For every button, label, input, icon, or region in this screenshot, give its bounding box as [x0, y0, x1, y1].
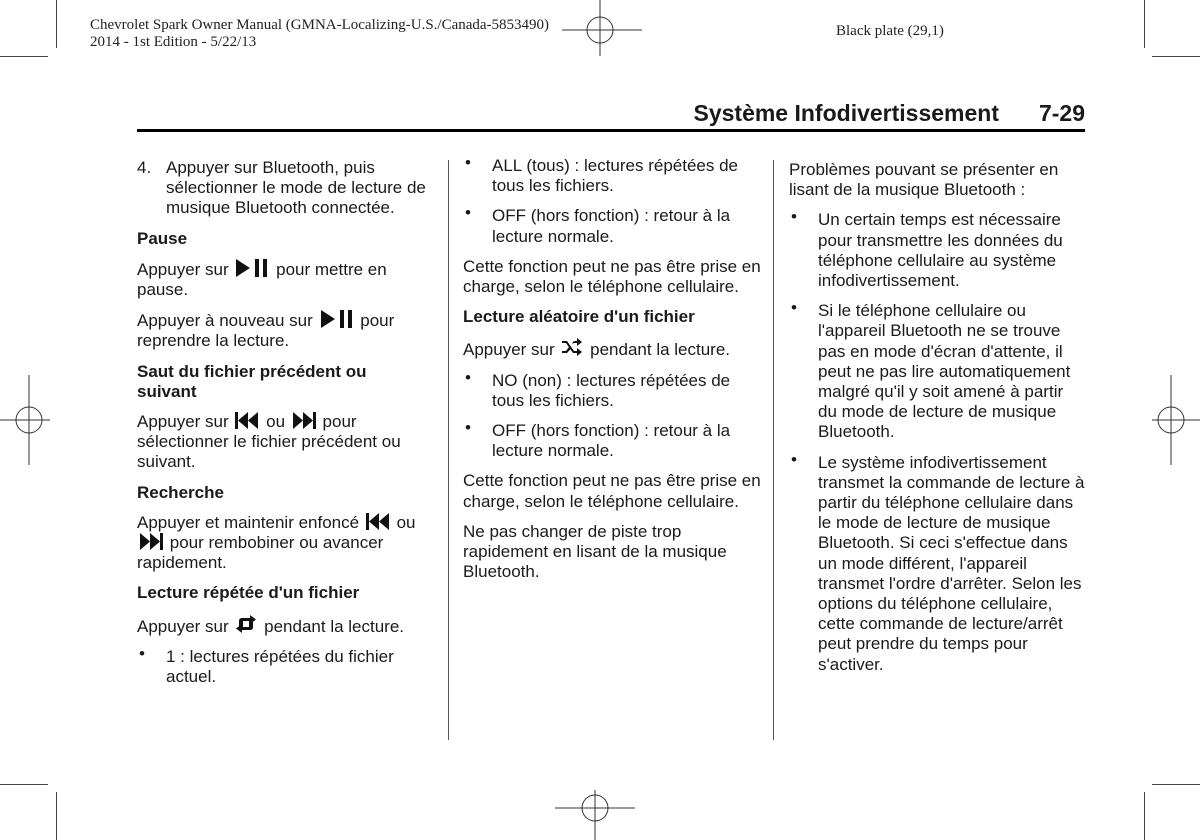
paragraph [463, 337, 763, 360]
repeat-heading: Lecture répétée d'un fichier [137, 583, 360, 603]
column-2 [463, 153, 763, 592]
bullet-item [137, 643, 427, 687]
repeat-icon [235, 614, 257, 634]
bullet-text: 1 : lectures répétées du fichier actuel. [166, 646, 394, 687]
bullet-icon: • [465, 367, 471, 387]
text-run: Appuyer et maintenir enfoncé [137, 512, 360, 532]
bullet-icon: • [791, 449, 797, 469]
text-run: Appuyer sur [137, 259, 229, 279]
numbered-step [137, 158, 427, 219]
bullet-item [463, 418, 763, 461]
paragraph [137, 259, 427, 300]
skip-heading: Saut du fichier précédent ou suivant [137, 361, 367, 401]
crop-mark [1152, 56, 1200, 57]
play-pause-icon [235, 259, 269, 277]
crop-mark [56, 0, 57, 48]
text-run: pour rembobiner ou avancer rapidement. [137, 533, 384, 573]
bullet-item [463, 367, 763, 411]
bullet-icon: • [465, 418, 471, 438]
paragraph [137, 412, 427, 473]
bullet-item [463, 153, 763, 196]
text-run: Appuyer sur [463, 340, 555, 360]
play-pause-icon [320, 310, 354, 328]
bullet-icon: • [139, 643, 145, 663]
skip-previous-icon [366, 513, 390, 530]
column-divider [773, 160, 774, 740]
step-text: Appuyer sur Bluetooth, puis sélectionner le mode de lecture de musique Bluetooth connectée. [166, 158, 426, 218]
pause-heading: Pause [137, 228, 188, 248]
paragraph [137, 310, 427, 351]
column-3 [789, 160, 1085, 685]
bullet-item [463, 203, 763, 246]
text-run: ou [266, 412, 286, 432]
paragraph: Problèmes pouvant se présenter en lisant de la musique Bluetooth : [789, 160, 1059, 200]
page-number: 7-29 [1038, 100, 1085, 126]
bullet-text: Si le téléphone cellulaire ou l'appareil Bluetooth ne se trouve pas en mode d'écran d'attente, il peut ne pas lire automatiquement malgré qu'il y soit amené à partir du mode de lecture de musique Bluetooth. [818, 301, 1071, 442]
text-run: Appuyer sur [137, 616, 229, 636]
column-divider [448, 160, 449, 740]
bullet-text: NO (non) : lectures répétées de tous les fichiers. [492, 370, 731, 410]
text-run: pendant la lecture. [590, 340, 731, 360]
bullet-item [789, 298, 1085, 442]
crop-mark [0, 784, 48, 785]
skip-next-icon [139, 533, 163, 550]
page-header [137, 97, 1085, 132]
crop-mark [56, 792, 57, 840]
crop-mark [1152, 784, 1200, 785]
bullet-text: OFF (hors fonction) : retour à la lecture normale. [492, 206, 731, 246]
registration-mark-icon [562, 0, 642, 56]
text-run: pendant la lecture. [264, 616, 405, 636]
bullet-icon: • [465, 203, 471, 223]
section-title: Système Infodivertissement [693, 100, 999, 126]
registration-mark-icon [1152, 375, 1200, 465]
paragraph: Cette fonction peut ne pas être prise en charge, selon le téléphone cellulaire. [463, 256, 761, 297]
print-info-line1: Chevrolet Spark Owner Manual (GMNA-Localizing-U.S./Canada-5853490) [90, 17, 550, 33]
bullet-icon: • [791, 298, 797, 318]
text-run: ou [396, 512, 416, 532]
bullet-item [789, 207, 1085, 291]
crop-mark [0, 56, 48, 57]
registration-mark-icon [0, 375, 50, 465]
shuffle-icon [561, 337, 583, 357]
skip-previous-icon [235, 412, 259, 429]
paragraph: Cette fonction peut ne pas être prise en charge, selon le téléphone cellulaire. [463, 471, 761, 511]
search-heading: Recherche [137, 482, 224, 502]
print-info-line2: 2014 - 1st Edition - 5/22/13 [90, 34, 257, 50]
paragraph: Ne pas changer de piste trop rapidement en lisant de la musique Bluetooth. [463, 521, 727, 582]
registration-mark-icon [555, 790, 635, 840]
print-info [90, 17, 549, 51]
bullet-icon: • [465, 153, 471, 172]
text-run: Appuyer à nouveau sur [137, 311, 313, 331]
crop-mark [1144, 792, 1145, 840]
text-run: pour mettre en pause. [137, 259, 387, 300]
bullet-icon: • [791, 207, 797, 227]
paragraph [137, 614, 427, 637]
step-number: 4. [137, 158, 152, 177]
bullet-text: Le système infodivertissement transmet la commande de lecture à partir du téléphone cellulaire dans le mode de lecture de musique Bluetooth. Si ceci s'effectue dans un mode différent, l'appareil transmet l'ordre d'arrêter. Selon les options du téléphone cellulaire, cette commande de lecture/arrêt peut prendre du temps pour s'activer. [818, 452, 1085, 674]
bullet-text: ALL (tous) : lectures répétées de tous les fichiers. [492, 156, 739, 196]
crop-mark [1144, 0, 1145, 48]
bullet-text: OFF (hors fonction) : retour à la lecture normale. [492, 421, 731, 461]
column-1 [137, 158, 427, 697]
text-run: Appuyer sur [137, 412, 229, 432]
paragraph [137, 513, 427, 574]
shuffle-heading: Lecture aléatoire d'un fichier [463, 307, 695, 327]
text-run: pour sélectionner le fichier précédent ou suivant. [137, 412, 401, 472]
bullet-text: Un certain temps est nécessaire pour transmettre les données du téléphone cellulaire au système infodivertissement. [818, 210, 1063, 291]
skip-next-icon [292, 412, 316, 429]
text-run: pour reprendre la lecture. [137, 311, 395, 351]
plate-info: Black plate (29,1) [836, 23, 944, 39]
bullet-item [789, 449, 1085, 675]
